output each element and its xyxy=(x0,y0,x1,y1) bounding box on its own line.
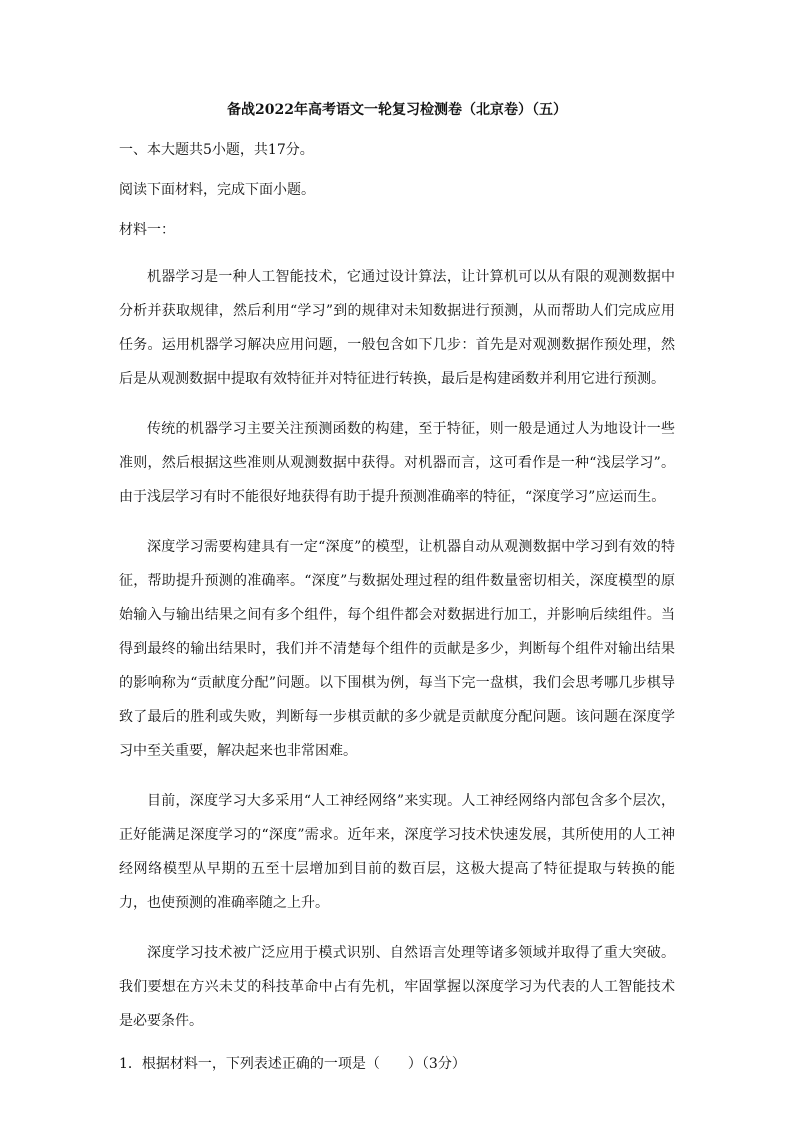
page-title: 备战2022年高考语文一轮复习检测卷（北京卷）（五） xyxy=(227,102,567,118)
paragraph-neural-network: 目前，深度学习大多采用“人工神经网络”来实现。人工神经网络内部包含多个层次，正好能满足深度学习的“深度”需求。近年来，深度学习技术快速发展，其所使用的人工神经网络模型从早期的五至十层增加到目前的数百层，这极大提高了特征提取与转换的能力，也使预测的准确率随之上升。 xyxy=(119,793,675,911)
paragraph-applications: 深度学习技术被广泛应用于模式识别、自然语言处理等诸多领域并取得了重大突破。我们要想在方兴未艾的科技革命中占有先机，牢固掌握以深度学习为代表的人工智能技术是必要条件。 xyxy=(119,945,675,1029)
section-heading: 一、本大题共5小题，共17分。 xyxy=(119,142,314,158)
paragraph-deep-learning: 深度学习需要构建具有一定“深度”的模型，让机器自动从观测数据中学习到有效的特征，帮助提升预测的准确率。“深度”与数据处理过程的组件数量密切相关，深度模型的原始输入与输出结果之间有多个组件，每个组件都会对数据进行加工，并影响后续组件。当得到最终的输出结果时，我们并不清楚每个组件的贡献是多少，判断每个组件对输出结果的影响称为“贡献度分配”问题。以下围棋为例，每当下完一盘棋，我们会思考哪几步棋导致了最后的胜利或失败，判断每一步棋贡献的多少就是贡献度分配问题。该问题在深度学习中至关重要，解决起来也非常困难。 xyxy=(119,539,675,759)
paragraph-machine-learning: 机器学习是一种人工智能技术，它通过设计算法，让计算机可以从有限的观测数据中分析并获取规律，然后利用“学习”到的规律对未知数据进行预测，从而帮助人们完成应用任务。运用机器学习解决应用问题，一般包含如下几步：首先是对观测数据作预处理，然后是从观测数据中提取有效特征并对特征进行转换，最后是构建函数并利用它进行预测。 xyxy=(119,269,675,387)
material-label: 材料一： xyxy=(119,222,175,238)
paragraph-shallow-learning: 传统的机器学习主要关注预测函数的构建，至于特征，则一般是通过人为地设计一些准则，然后根据这些准则从观测数据中获得。对机器而言，这可看作是一种“浅层学习”。由于浅层学习有时不能很好地获得有助于提升预测准确率的特征，“深度学习”应运而生。 xyxy=(119,421,675,505)
reading-instruction: 阅读下面材料，完成下面小题。 xyxy=(119,182,315,198)
question-1: 1．根据材料一，下列表述正确的一项是（ ）（3分） xyxy=(119,1056,466,1072)
